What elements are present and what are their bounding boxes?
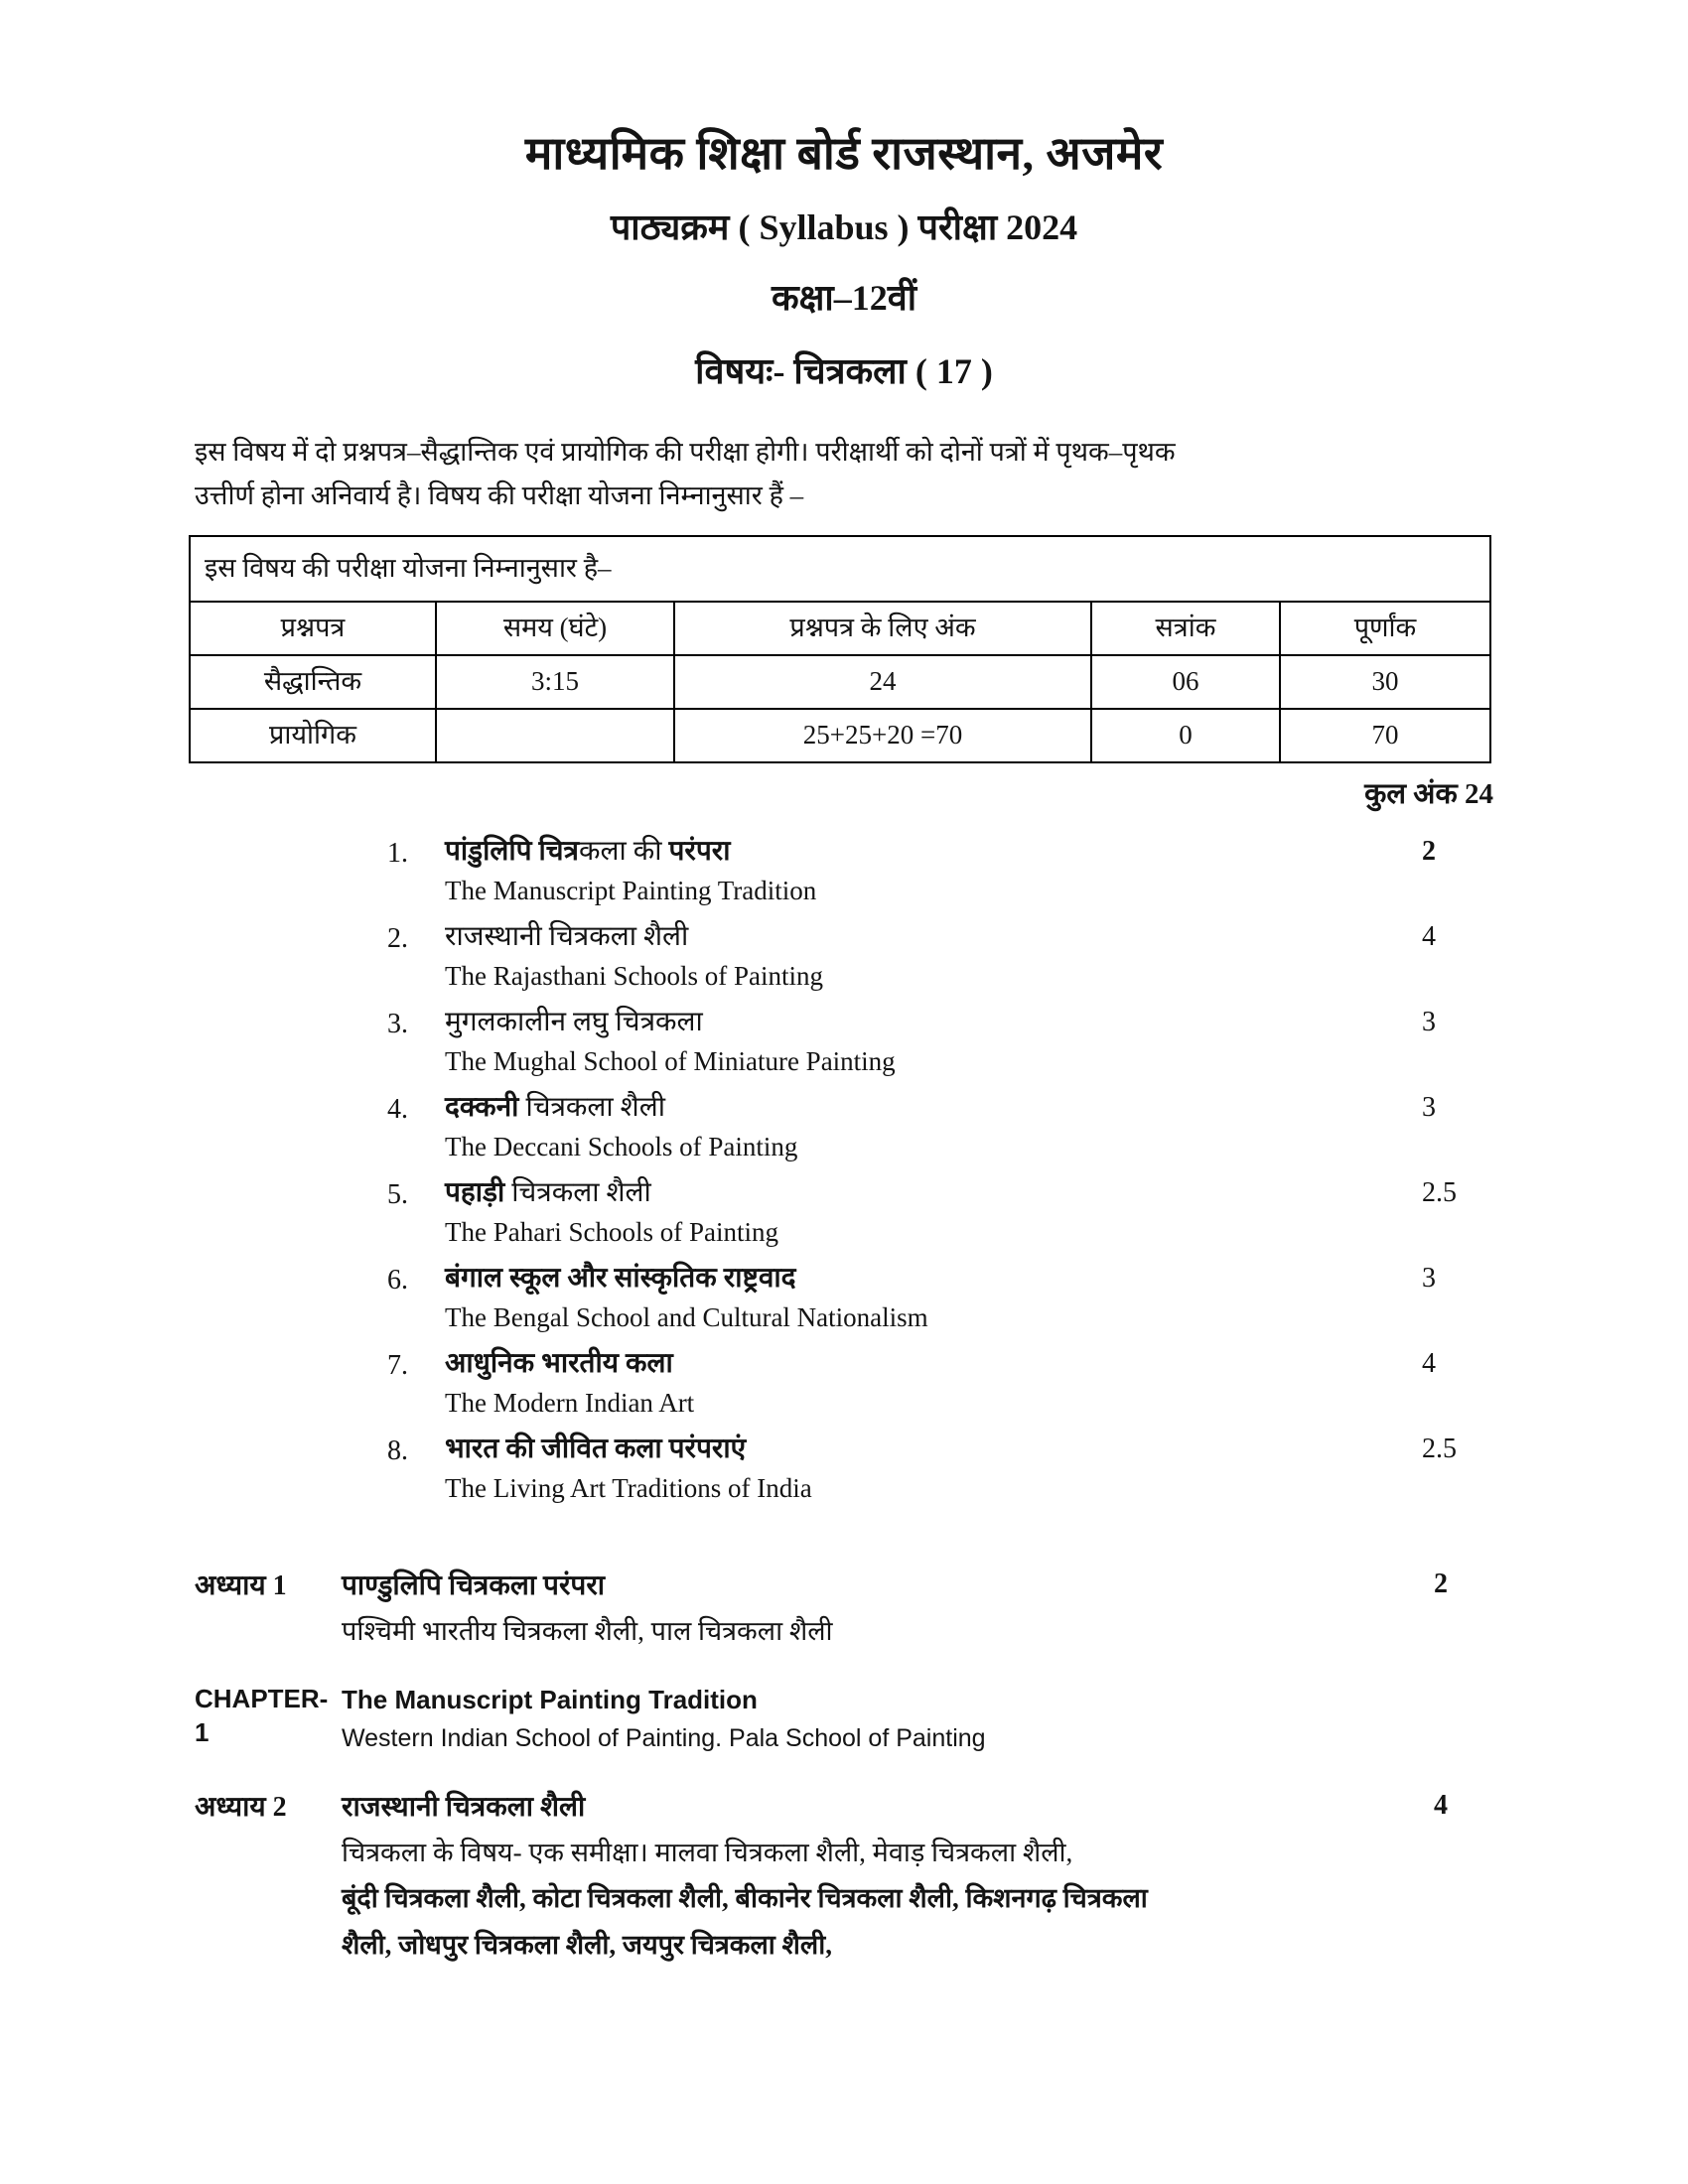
list-item xyxy=(387,919,1493,995)
unit-title-hi-bold-1: पहाड़ी xyxy=(445,1176,505,1208)
column-header-paper-marks: प्रश्नपत्र के लिए अंक xyxy=(674,602,1091,655)
subject-subtitle: विषयः- चित्रकला ( 17 ) xyxy=(695,350,993,391)
unit-number: 8. xyxy=(387,1434,408,1466)
unit-title-hi-bold-1: बंगाल स्कूल और सांस्कृतिक राष्ट्रवाद xyxy=(445,1262,796,1294)
subtopic-bold-1: एक xyxy=(528,1837,571,1867)
chapter-title: The Manuscript Painting Tradition xyxy=(342,1685,758,1715)
column-header-total: पूर्णांक xyxy=(1280,602,1490,655)
list-item xyxy=(387,1090,1493,1165)
unit-marks: 4 xyxy=(1422,1347,1436,1379)
unit-title-hi-bold-1: भारत की जीवित कला परंपराएं xyxy=(445,1433,747,1464)
chapter-label: CHAPTER-1 xyxy=(195,1684,329,1747)
unit-marks: 2.5 xyxy=(1422,1433,1457,1464)
unit-number: 3. xyxy=(387,1008,408,1039)
chapter-subtopics-line-3: शैली, जोधपुर चित्रकला शैली, जयपुर चित्रकला शैली, xyxy=(342,1929,832,1960)
cell-total-theory: 30 xyxy=(1280,655,1490,709)
list-item xyxy=(387,1346,1493,1422)
unit-title-en: The Modern Indian Art xyxy=(445,1388,695,1419)
spacer xyxy=(195,1657,1493,1683)
unit-title-hi xyxy=(445,1432,1493,1467)
unit-title-hi-plain: कला की xyxy=(579,835,669,867)
board-title: माध्यमिक शिक्षा बोर्ड राजस्थान, अजमेर xyxy=(524,128,1164,179)
unit-title-hi-plain: चित्रकला शैली xyxy=(504,1176,651,1208)
document-header xyxy=(0,0,1688,393)
cell-marks-theory: 24 xyxy=(674,655,1091,709)
unit-title-hi: मुगलकालीन लघु चित्रकला xyxy=(445,1006,703,1037)
unit-number: 2. xyxy=(387,922,408,954)
chapter-subtopics-line-2: बूंदी चित्रकला शैली, कोटा चित्रकला शैली, बीकानेर चित्रकला शैली, किशनगढ़ चित्रकला xyxy=(342,1883,1148,1914)
intro-line-2: उत्तीर्ण होना अनिवार्य है। विषय की परीक्षा योजना निम्नानुसार हैं – xyxy=(195,479,804,510)
unit-number: 1. xyxy=(387,837,408,869)
table-header-row xyxy=(190,602,1490,655)
cell-paper-practical: प्रायोगिक xyxy=(190,709,436,762)
chapter-list xyxy=(0,1569,1688,1966)
cell-sessional-theory: 06 xyxy=(1091,655,1280,709)
unit-marks: 3 xyxy=(1422,1091,1436,1123)
unit-title-en: The Mughal School of Miniature Painting xyxy=(445,1045,896,1076)
unit-title-en: The Manuscript Painting Tradition xyxy=(445,875,817,905)
unit-title-hi-bold-1: आधुनिक भारतीय कला xyxy=(445,1347,673,1379)
chapter-label: अध्याय 2 xyxy=(195,1791,287,1823)
chapter-title: राजस्थानी चित्रकला शैली xyxy=(342,1791,586,1823)
list-item xyxy=(387,1432,1493,1507)
subtopic-plain-2: समीक्षा। xyxy=(570,1837,655,1867)
chapter-subtopics-line-1 xyxy=(342,1833,1493,1873)
unit-title-hi-bold-2: परंपरा xyxy=(668,835,731,867)
table-row xyxy=(190,655,1490,709)
unit-title-hi-plain: चित्रकला शैली xyxy=(518,1091,665,1123)
unit-title-en: The Pahari Schools of Painting xyxy=(445,1217,778,1247)
chapter-title: पाण्डुलिपि चित्रकला परंपरा xyxy=(342,1570,606,1601)
exam-plan-caption: इस विषय की परीक्षा योजना निम्नानुसार है– xyxy=(190,536,1490,602)
column-header-sessional: सत्रांक xyxy=(1091,602,1280,655)
chapter-block-1-hi xyxy=(195,1569,1493,1651)
cell-marks-practical: 25+25+20 =70 xyxy=(674,709,1091,762)
unit-title-en: The Rajasthani Schools of Painting xyxy=(445,960,823,991)
list-item xyxy=(387,834,1493,909)
cell-time-theory: 3:15 xyxy=(436,655,674,709)
chapter-label: अध्याय 1 xyxy=(195,1570,287,1601)
chapter-block-1-en xyxy=(195,1683,1493,1758)
list-item xyxy=(387,1005,1493,1080)
intro-line-1: इस विषय में दो प्रश्नपत्र–सैद्धान्तिक एवं प्रायोगिक की परीक्षा होगी। परीक्षार्थी को दोनों पत्रों में पृथक–पृथक xyxy=(195,436,1176,467)
unit-number: 4. xyxy=(387,1093,408,1125)
unit-title-hi xyxy=(445,834,1493,870)
table-row xyxy=(190,709,1490,762)
chapter-block-2-hi xyxy=(195,1790,1493,1965)
unit-title-hi: राजस्थानी चित्रकला शैली xyxy=(445,920,689,952)
unit-marks: 3 xyxy=(1422,1006,1436,1037)
subtopic-bold-2: मालवा चित्रकला शैली, मेवाड़ चित्रकला शैली, xyxy=(654,1837,1073,1867)
unit-title-hi-bold-1: दक्कनी xyxy=(445,1091,519,1123)
intro-paragraph xyxy=(0,431,1688,517)
cell-paper-theory: सैद्धान्तिक xyxy=(190,655,436,709)
cell-sessional-practical: 0 xyxy=(1091,709,1280,762)
unit-title-hi-bold-1: पांडुलिपि चित्र xyxy=(445,835,580,867)
chapter-marks: 2 xyxy=(1434,1568,1448,1599)
unit-marks: 2 xyxy=(1422,835,1436,867)
cell-time-practical xyxy=(436,709,674,762)
column-header-time: समय (घंटे) xyxy=(436,602,674,655)
unit-title-en: The Bengal School and Cultural Nationalism xyxy=(445,1302,928,1333)
list-item xyxy=(387,1175,1493,1251)
unit-title-hi xyxy=(445,1175,1493,1211)
unit-marks: 4 xyxy=(1422,920,1436,952)
table-caption-row xyxy=(190,536,1490,602)
unit-marks: 3 xyxy=(1422,1262,1436,1294)
spacer xyxy=(195,1764,1493,1790)
unit-marks: 2.5 xyxy=(1422,1176,1457,1208)
chapter-subtopics: पश्चिमी भारतीय चित्रकला शैली, पाल चित्रकला शैली xyxy=(342,1615,833,1646)
unit-title-en: The Living Art Traditions of India xyxy=(445,1473,812,1504)
cell-total-practical: 70 xyxy=(1280,709,1490,762)
syllabus-subtitle: पाठ्यक्रम ( Syllabus ) परीक्षा 2024 xyxy=(610,207,1078,248)
exam-plan-table xyxy=(189,535,1491,762)
chapter-marks: 4 xyxy=(1434,1789,1448,1821)
unit-title-hi xyxy=(445,1090,1493,1126)
unit-title-hi xyxy=(445,1261,1493,1297)
unit-title-hi xyxy=(445,1346,1493,1382)
subtopic-plain-1: चित्रकला के विषय- xyxy=(342,1837,529,1867)
unit-title-en: The Deccani Schools of Painting xyxy=(445,1131,798,1161)
list-item xyxy=(387,1261,1493,1336)
chapter-subtopics: Western Indian School of Painting. Pala School of Painting xyxy=(342,1724,986,1753)
unit-number: 6. xyxy=(387,1264,408,1296)
column-header-paper: प्रश्नपत्र xyxy=(190,602,436,655)
unit-number: 7. xyxy=(387,1349,408,1381)
exam-plan-table-wrapper xyxy=(189,535,1493,762)
class-subtitle: कक्षा–12वीं xyxy=(771,278,917,319)
total-marks-note: कुल अंक 24 xyxy=(1364,777,1493,810)
unit-list xyxy=(0,834,1688,1507)
unit-number: 5. xyxy=(387,1178,408,1210)
